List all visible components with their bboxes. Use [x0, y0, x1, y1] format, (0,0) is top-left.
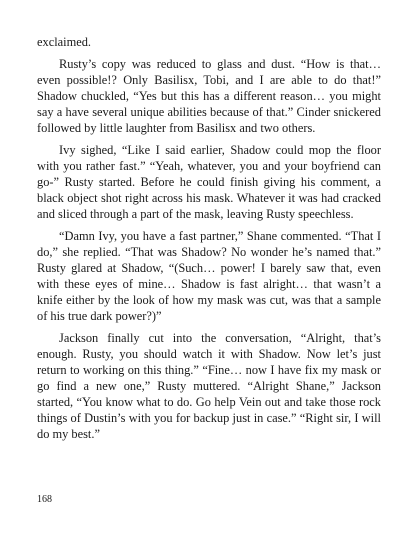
paragraph-4: “Damn Ivy, you have a fast partner,” Shane commented. “That I do,” she replied. “That was Shadow? No wonder he’s named that.” Rusty glared at Shadow, “(Such… power! I barely saw that, even with these eyes of mine… Shadow is fast alright… that wasn’t a knife either by the look of how my mask was cut, was that a sample of his true dark power?)”	[37, 229, 381, 323]
paragraph-5: Jackson finally cut into the conversation, “Alright, that’s enough. Rusty, you should watch it with Shadow. Now let’s just return to working on this thing.” “Fine… now I have fix my mask or go find a new one,” Rusty muttered. “Alright Shane,” Jackson started, “You know what to do. Go help Vein out and take those rock things of Dustin’s with you for backup just in case.” “Right sir, I will do my best.”	[37, 331, 381, 441]
paragraph-1: exclaimed.	[37, 35, 92, 49]
page-body-text	[37, 34, 381, 448]
paragraph-3: Ivy sighed, “Like I said earlier, Shadow could mop the floor with you rather fast.” “Yeah, whatever, you and your boyfriend can go-” Rusty started. Before he could finish giving his comment, a black object shot right across his mask. Whatever it was had cracked and sliced through a part of the mask, leaving Rusty speechless.	[37, 143, 381, 221]
paragraph-2: Rusty’s copy was reduced to glass and dust. “How is that… even possible!? Only Basilisx, Tobi, and I are able to do that!” Shadow chuckled, “Yes but this has a different reason… you might say a have several unique abilities because of that.” Cinder snickered followed by little laughter from Basilisx and two others.	[37, 57, 381, 135]
page-number: 168	[37, 494, 52, 505]
